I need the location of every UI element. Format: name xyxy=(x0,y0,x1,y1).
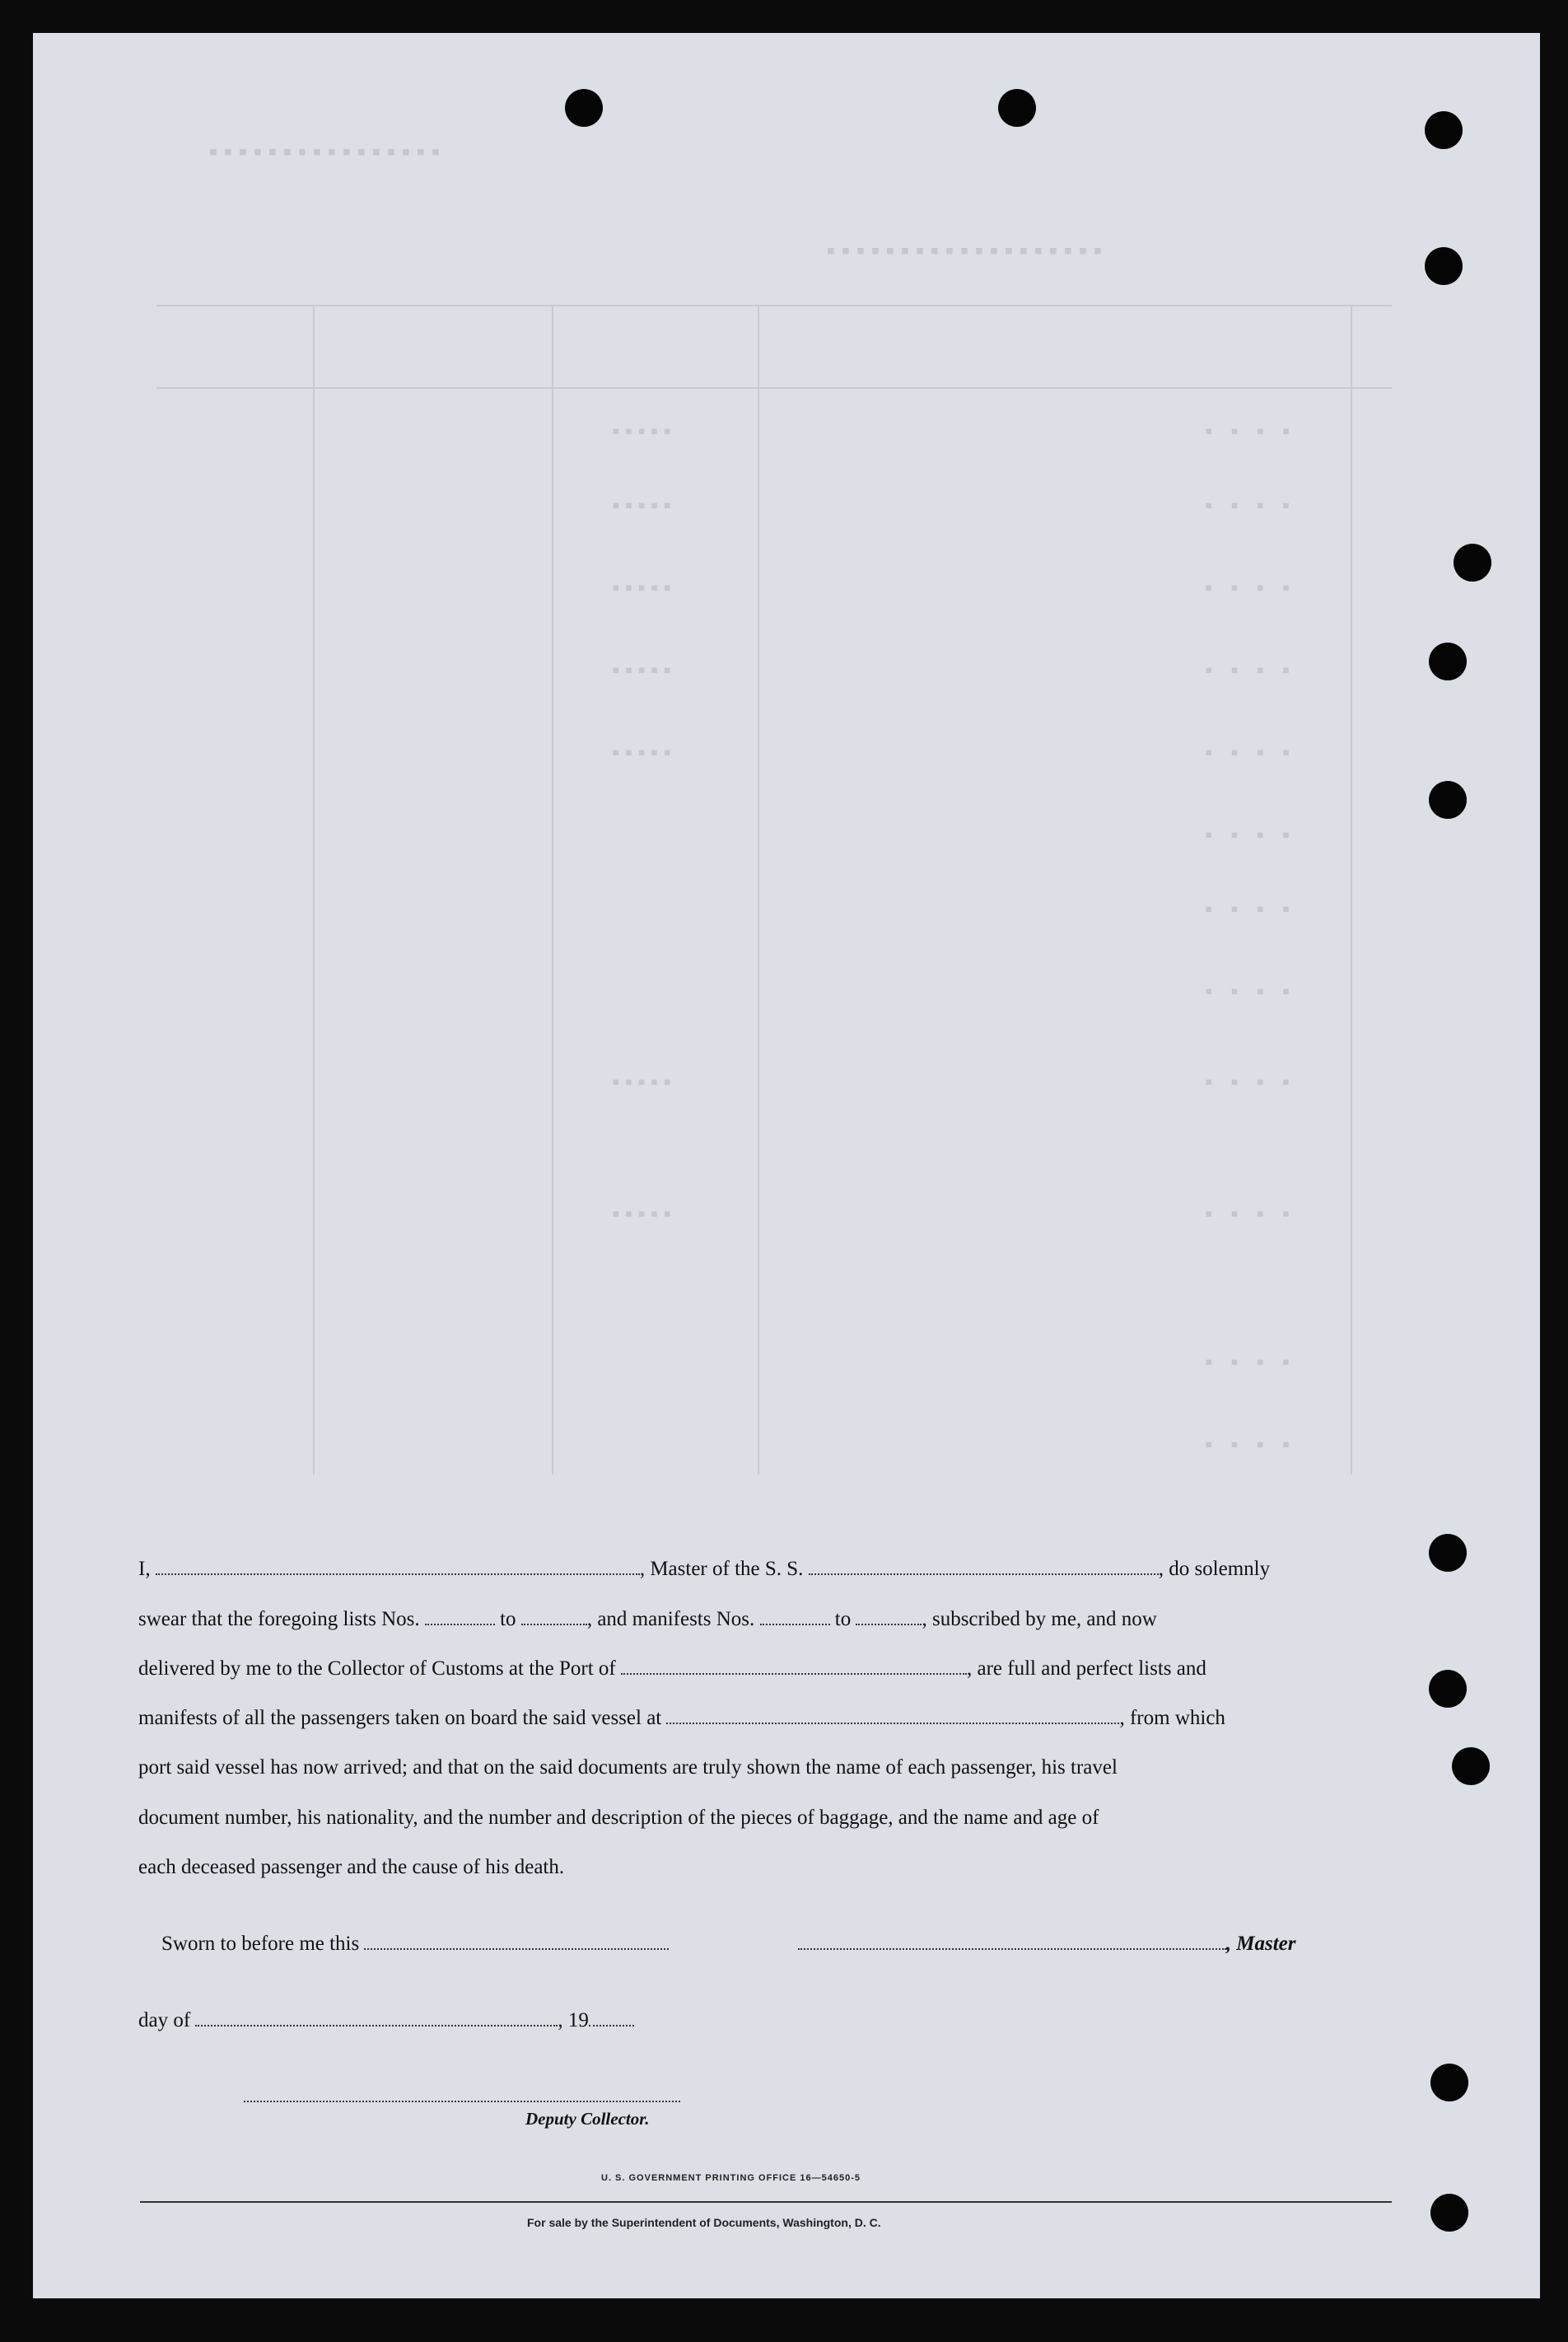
oath-text: , are full and perfect lists and xyxy=(967,1657,1206,1680)
punch-hole xyxy=(1452,1747,1490,1785)
oath-text: Sworn to before me this xyxy=(161,1933,360,1955)
oath-text: to xyxy=(834,1608,852,1630)
manifest-page: ▪ ▪ ▪ ▪ ▪ ▪ ▪ ▪ ▪ ▪ ▪ ▪ ▪ ▪ ▪ ▪ ▪ ▪ ▪ ▪ ▪ ▪ ▪ ▪ ▪ ▪ ▪ ▪ ▪ ▪ ▪ ▪ ▪ ▪ ▪ ▪ ▪ ▪ ▪ ▪ ▪ ▪ ▪ ▪ ▪ ▪ ▪ ▪ ▪▪▪▪▪ ▪▪▪▪▪ ▪▪▪▪▪ ▪▪▪▪▪ ▪▪▪▪▪ ▪▪▪▪▪ ▪▪▪▪▪ ▪▪▪▪▪▪▪▪▪▪▪▪▪▪▪▪ ▪▪▪▪▪▪▪▪▪▪▪▪▪▪▪▪▪▪▪ I, , Master of the S. S. , do solemnly swear that the foregoing lists Nos. to , and manifests Nos. to , subscribed by me, and now delivered by me to the Collector of Customs at the Port of , are full and perfect lists and manifests of all the passengers taken on board the said vessel at , from which port said vessel has now arrived; and that on the said documents are truly shown the name of each passenger, his travel document number, his nationality, and the number and description of the pieces of baggage, and the name and age of each deceased passenger and the cause of his death. Sworn to before me this , Master day of , 19 Deputy Collector. U. S. GOVERNMENT PRINTING OFFICE 16—54650-5 For sale by the Superintendent of Documents, Washington, D. C. xyxy=(33,33,1540,2298)
oath-text: I, xyxy=(138,1558,151,1580)
oath-line-2 xyxy=(138,1607,1431,1631)
oath-line-5: port said vessel has now arrived; and that on the said documents are truly shown the name of each passenger, his travel xyxy=(138,1756,1118,1779)
oath-line-1 xyxy=(138,1557,1431,1581)
punch-hole xyxy=(1430,2064,1468,2101)
punch-hole xyxy=(1429,1670,1467,1708)
oath-line-6: document number, his nationality, and the number and description of the pieces of baggage, and the name and age of xyxy=(138,1807,1099,1829)
oath-text: , subscribed by me, and now xyxy=(922,1608,1157,1630)
oath-text: day of xyxy=(138,2009,191,2031)
ship-name-field[interactable] xyxy=(809,1557,1159,1575)
collector-signature-field[interactable] xyxy=(244,2101,680,2102)
printing-office-line: U. S. GOVERNMENT PRINTING OFFICE 16—54650-5 xyxy=(601,2173,861,2183)
master-signature-field[interactable] xyxy=(798,1932,1226,1950)
list-from-field[interactable] xyxy=(425,1607,495,1625)
punch-hole xyxy=(1429,1534,1467,1572)
oath-text: , 19 xyxy=(558,2009,589,2031)
oath-text: to xyxy=(500,1608,516,1630)
punch-hole xyxy=(1429,643,1467,680)
departure-port-field[interactable] xyxy=(666,1706,1119,1724)
punch-hole xyxy=(998,89,1036,127)
punch-hole xyxy=(1454,544,1491,582)
oath-line-7: each deceased passenger and the cause of his death. xyxy=(138,1856,565,1878)
punch-hole xyxy=(1429,781,1467,819)
year-field[interactable] xyxy=(589,2008,634,2026)
oath-text: , Master of the S. S. xyxy=(639,1558,804,1580)
list-to-field[interactable] xyxy=(521,1607,587,1625)
punch-hole xyxy=(1425,111,1463,149)
master-name-field[interactable] xyxy=(156,1557,640,1575)
port-field[interactable] xyxy=(621,1657,967,1675)
oath-line-3 xyxy=(138,1657,1431,1681)
oath-text: swear that the foregoing lists Nos. xyxy=(138,1608,420,1630)
manifest-to-field[interactable] xyxy=(856,1607,922,1625)
punch-hole xyxy=(565,89,603,127)
punch-hole xyxy=(1430,2194,1468,2232)
oath-text: , do solemnly xyxy=(1158,1558,1271,1580)
sale-line: For sale by the Superintendent of Documents, Washington, D. C. xyxy=(527,2216,881,2229)
manifest-from-field[interactable] xyxy=(760,1607,830,1625)
month-field[interactable] xyxy=(195,2008,558,2026)
sworn-line xyxy=(161,1932,1454,1956)
day-line xyxy=(138,2008,1431,2032)
sworn-date-field[interactable] xyxy=(364,1932,669,1950)
punch-hole xyxy=(1425,247,1463,285)
oath-text: manifests of all the passengers taken on board the said vessel at xyxy=(138,1707,662,1729)
footer-rule xyxy=(140,2201,1392,2203)
deputy-collector-label: Deputy Collector. xyxy=(525,2109,650,2129)
oath-text: delivered by me to the Collector of Customs at the Port of xyxy=(138,1657,616,1680)
oath-line-4 xyxy=(138,1706,1431,1730)
oath-text: , and manifests Nos. xyxy=(586,1608,755,1630)
master-label: , Master xyxy=(1225,1933,1296,1955)
oath-text: , from which xyxy=(1119,1707,1225,1729)
